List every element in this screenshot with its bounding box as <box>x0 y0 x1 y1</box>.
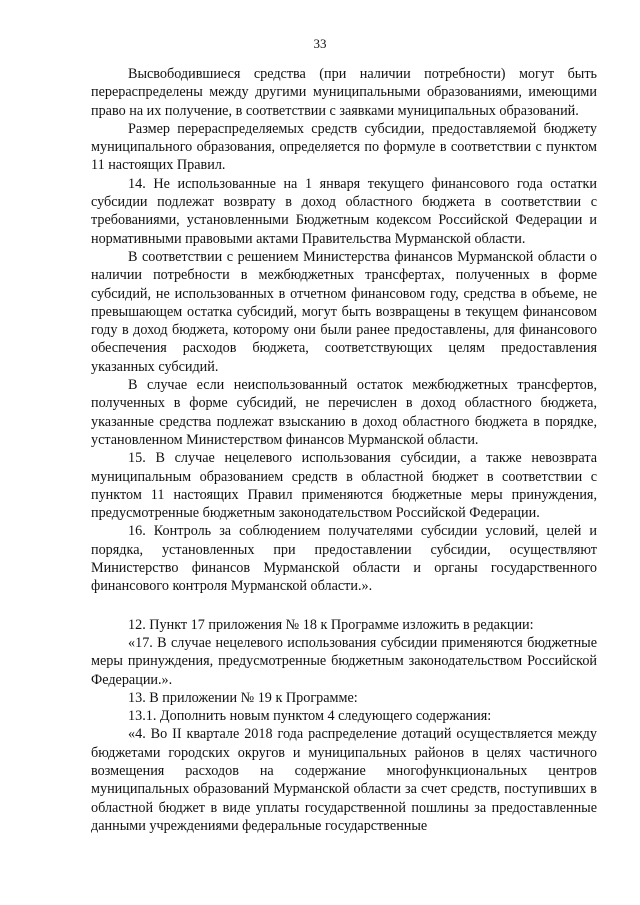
paragraph: В соответствии с решением Министерства финансов Мурманской области о наличии потребности в межбюджетных трансфертах, полученных в форме субсидий, не использованных в отчетном финансовом году, средства в объеме, не превышающем остатка субсидий, могут быть возвращены в текущем финансовом году в доход бюджета, которому они были ранее предоставлены, для финансового обеспечения расходов бюджета, соответствующих целям предоставления указанных субсидий. <box>91 248 597 375</box>
paragraph: Размер перераспределяемых средств субсидии, предоставляемой бюджету муниципального образования, определяется по формуле в соответствии с пунктом 11 настоящих Правил. <box>91 120 597 174</box>
paragraph: Высвободившиеся средства (при наличии потребности) могут быть перераспределены между другими муниципальными образованиями, имеющими право на их получение, в соответствии с заявками муниципальных образований. <box>91 66 597 119</box>
paragraph: 15. В случае нецелевого использования субсидии, а также невозврата муниципальным образованием средств в областной бюджет в соответствии с пунктом 11 настоящих Правил применяются бюджетные меры принуждения, предусмотренные бюджетным законодательством Российской Федерации. <box>91 450 597 522</box>
paragraph: 13.1. Дополнить новым пунктом 4 следующего содержания: <box>128 708 492 725</box>
paragraph: 12. Пункт 17 приложения № 18 к Программе изложить в редакции: <box>128 616 534 633</box>
paragraph: 16. Контроль за соблюдением получателями субсидии условий, целей и порядка, установленных при предоставлении субсидии, осуществляют Министерство финансов Мурманской области и органы государственного финансового контроля Мурманской области.». <box>91 523 597 595</box>
paragraph: «17. В случае нецелевого использования субсидии применяются бюджетные меры принуждения, предусмотренные бюджетным законодательством Российской Федерации.». <box>91 634 597 688</box>
page-number: 33 <box>313 36 327 51</box>
document-body <box>91 65 597 835</box>
paragraph: 13. В приложении № 19 к Программе: <box>128 689 358 706</box>
paragraph: 14. Не использованные на 1 января текущего финансового года остатки субсидии подлежат возврату в доход областного бюджета в соответствии с требованиями, установленными Бюджетным кодексом Российской Федерации и нормативными правовыми актами Правительства Мурманской области. <box>91 175 597 247</box>
paragraph: В случае если неиспользованный остаток межбюджетных трансфертов, полученных в форме субсидий, не перечислен в доход областного бюджета, указанные средства подлежат взысканию в доход областного бюджета в порядке, установленном Министерством финансов Мурманской области. <box>91 377 597 448</box>
paragraph: «4. Во II квартале 2018 года распределение дотаций осуществляется между бюджетами городских округов и муниципальных районов в целях частичного возмещения расходов на содержание многофункциональных центров муниципальных образований Мурманской области за счет средств, поступивших в областной бюджет в виде уплаты государственной пошлины за предоставленные данными учреждениями федеральные государственные <box>91 726 597 834</box>
